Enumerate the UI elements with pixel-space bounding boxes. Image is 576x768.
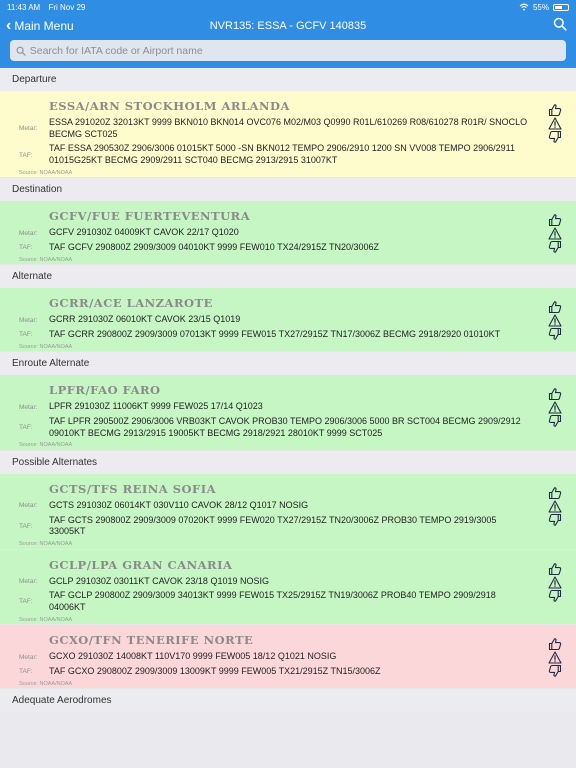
metar-text: ESSA 291020Z 32013KT 9999 BKN010 BKN014 OVC076 M02/M03 Q0990 R01L/610269 R08/610278 R01R/ SNOCLO BECMG SCT025 xyxy=(49,117,528,139)
metar-label: Metar: xyxy=(19,502,38,510)
battery-level xyxy=(555,6,562,9)
taf-label: TAF: xyxy=(19,522,33,530)
status-date: Fri Nov 29 xyxy=(48,2,86,12)
warning-triangle-icon[interactable] xyxy=(548,401,562,414)
source-text: Source: NOAA/NOAA xyxy=(19,680,73,687)
taf-text: TAF GCFV 290800Z 2909/3009 04010KT 9999 FEW010 TX24/2915Z TN20/3006Z xyxy=(49,242,380,253)
metar-text: GCFV 291030Z 04009KT CAVOK 22/17 Q1020 xyxy=(49,227,239,238)
thumbs-up-icon[interactable] xyxy=(548,213,562,227)
metar-row xyxy=(0,227,532,239)
taf-row xyxy=(0,666,532,678)
card-actions xyxy=(548,562,562,603)
section-header: Alternate xyxy=(0,265,576,288)
warning-triangle-icon[interactable] xyxy=(548,227,562,240)
taf-label: TAF: xyxy=(19,598,33,606)
airport-name: GCRR/ACE LANZAROTE xyxy=(49,296,213,311)
metar-label: Metar: xyxy=(19,653,38,661)
warning-triangle-icon[interactable] xyxy=(548,314,562,327)
wifi-icon xyxy=(519,3,529,11)
metar-text: LPFR 291030Z 11006KT 9999 FEW025 17/14 Q1023 xyxy=(49,401,263,412)
search-field-icon xyxy=(16,46,26,56)
thumbs-up-icon[interactable] xyxy=(548,387,562,401)
status-bar xyxy=(0,0,576,14)
chevron-left-icon: ‹ xyxy=(6,17,12,34)
metar-label: Metar: xyxy=(19,125,38,133)
thumbs-down-icon[interactable] xyxy=(548,130,562,144)
airport-name: GCXO/TFN TENERIFE NORTE xyxy=(49,633,254,648)
taf-label: TAF: xyxy=(19,424,33,432)
metar-row xyxy=(0,576,532,588)
airport-card xyxy=(0,288,576,352)
top-bar xyxy=(0,0,576,68)
taf-text: TAF ESSA 290530Z 2906/3006 01015KT 5000 -SN BKN012 TEMPO 2906/2910 1200 SN VV008 TEMPO 2906/2911 01015G25KT BECMG 2909/2911 SCT040 BECMG 2913/2915 31007KT xyxy=(49,143,515,166)
thumbs-up-icon[interactable] xyxy=(548,103,562,117)
search-icon[interactable] xyxy=(553,17,567,31)
battery-icon xyxy=(553,4,569,11)
back-button[interactable] xyxy=(6,18,74,34)
taf-row xyxy=(0,329,532,341)
airport-name: LPFR/FAO FARO xyxy=(49,383,161,398)
metar-row xyxy=(0,401,532,413)
metar-row xyxy=(0,651,532,663)
thumbs-up-icon[interactable] xyxy=(548,637,562,651)
airport-card xyxy=(0,474,576,550)
taf-text: TAF GCTS 290800Z 2909/3009 07020KT 9999 FEW020 TX27/2915Z TN20/3006Z PROB30 TEMPO 2919/3005 33005KT xyxy=(49,514,497,537)
thumbs-down-icon[interactable] xyxy=(548,327,562,341)
section-header: Enroute Alternate xyxy=(0,352,576,375)
taf-label: TAF: xyxy=(19,151,33,159)
taf-row xyxy=(0,590,532,613)
taf-row xyxy=(0,515,532,538)
search-input[interactable] xyxy=(30,45,560,57)
taf-text: TAF GCXO 290800Z 2909/3009 13009KT 9999 FEW005 TX21/2915Z TN15/3006Z xyxy=(49,665,381,676)
metar-row xyxy=(0,500,532,512)
metar-text: GCTS 291030Z 06014KT 030V110 CAVOK 28/12 Q1017 NOSIG xyxy=(49,499,309,510)
thumbs-down-icon[interactable] xyxy=(548,240,562,254)
card-actions xyxy=(548,300,562,341)
airport-card xyxy=(0,625,576,689)
source-text: Source: NOAA/NOAA xyxy=(19,256,73,263)
taf-label: TAF: xyxy=(19,244,33,252)
weather-list[interactable] xyxy=(0,68,576,712)
card-actions xyxy=(548,486,562,527)
source-text: Source: NOAA/NOAA xyxy=(19,616,73,623)
metar-label: Metar: xyxy=(19,316,38,324)
taf-text: TAF LPFR 290500Z 2906/3006 VRB03KT CAVOK PROB30 TEMPO 2906/3006 5000 BR SCT004 BECMG 2909/2912 09010KT BECMG 2913/2915 19005KT BECMG 2918/2921 28010KT 9999 SCT025 xyxy=(49,415,521,438)
metar-text: GCLP 291030Z 03011KT CAVOK 23/18 Q1019 NOSIG xyxy=(49,575,269,586)
nav-title: NVR135: ESSA - GCFV 140835 xyxy=(209,20,367,32)
card-actions xyxy=(548,103,562,144)
thumbs-down-icon[interactable] xyxy=(548,414,562,428)
thumbs-down-icon[interactable] xyxy=(548,664,562,678)
warning-triangle-icon[interactable] xyxy=(548,500,562,513)
card-actions xyxy=(548,387,562,428)
search-bar[interactable] xyxy=(10,40,566,61)
airport-name: GCTS/TFS REINA SOFIA xyxy=(49,481,216,496)
thumbs-up-icon[interactable] xyxy=(548,486,562,500)
source-text: Source: NOAA/NOAA xyxy=(19,169,73,176)
taf-row xyxy=(0,143,532,166)
taf-row xyxy=(0,416,532,439)
metar-text: GCRR 291030Z 06010KT CAVOK 23/15 Q1019 xyxy=(49,314,241,325)
metar-label: Metar: xyxy=(19,229,38,237)
status-time: 11:43 AM xyxy=(7,2,41,12)
airport-card xyxy=(0,201,576,265)
battery-percent: 55% xyxy=(532,2,549,12)
source-text: Source: NOAA/NOAA xyxy=(19,541,73,547)
metar-text: GCXO 291030Z 14008KT 110V170 9999 FEW005 18/12 Q1021 NOSIG xyxy=(49,651,337,662)
taf-text: TAF GCRR 290800Z 2909/3009 07013KT 9999 FEW015 TX27/2915Z TN17/3006Z BECMG 2918/2920 01010KT xyxy=(49,329,501,339)
airport-card xyxy=(0,550,576,626)
section-header: Departure xyxy=(0,68,576,91)
taf-label: TAF: xyxy=(19,331,33,339)
taf-row xyxy=(0,242,532,254)
source-text: Source: NOAA/NOAA xyxy=(19,343,73,350)
airport-card xyxy=(0,91,576,178)
thumbs-down-icon[interactable] xyxy=(548,589,562,603)
warning-triangle-icon[interactable] xyxy=(548,117,562,130)
thumbs-up-icon[interactable] xyxy=(548,300,562,314)
airport-card xyxy=(0,375,576,451)
section-header: Possible Alternates xyxy=(0,451,576,474)
metar-label: Metar: xyxy=(19,403,38,411)
taf-text: TAF GCLP 290800Z 2909/3009 34013KT 9999 FEW015 TX25/2915Z TN19/3006Z PROB40 TEMPO 2909/2918 04006KT xyxy=(49,590,496,612)
source-text: Source: NOAA/NOAA xyxy=(19,442,73,449)
airport-name: GCLP/LPA GRAN CANARIA xyxy=(49,557,233,572)
metar-label: Metar: xyxy=(19,577,38,585)
card-actions xyxy=(548,213,562,254)
thumbs-down-icon[interactable] xyxy=(548,513,562,527)
warning-triangle-icon[interactable] xyxy=(548,651,562,664)
status-left xyxy=(7,3,91,12)
metar-row xyxy=(0,117,532,140)
metar-row xyxy=(0,314,532,326)
thumbs-up-icon[interactable] xyxy=(548,562,562,576)
section-header: Adequate Aerodromes xyxy=(0,689,576,712)
airport-name: ESSA/ARN STOCKHOLM ARLANDA xyxy=(49,99,290,113)
back-button-label: Main Menu xyxy=(14,19,74,33)
airport-name: GCFV/FUE FUERTEVENTURA xyxy=(49,209,251,224)
taf-label: TAF: xyxy=(19,668,33,676)
warning-triangle-icon[interactable] xyxy=(548,576,562,589)
card-actions xyxy=(548,637,562,678)
status-right xyxy=(519,3,569,12)
navigation-bar xyxy=(0,14,576,38)
section-header: Destination xyxy=(0,178,576,201)
